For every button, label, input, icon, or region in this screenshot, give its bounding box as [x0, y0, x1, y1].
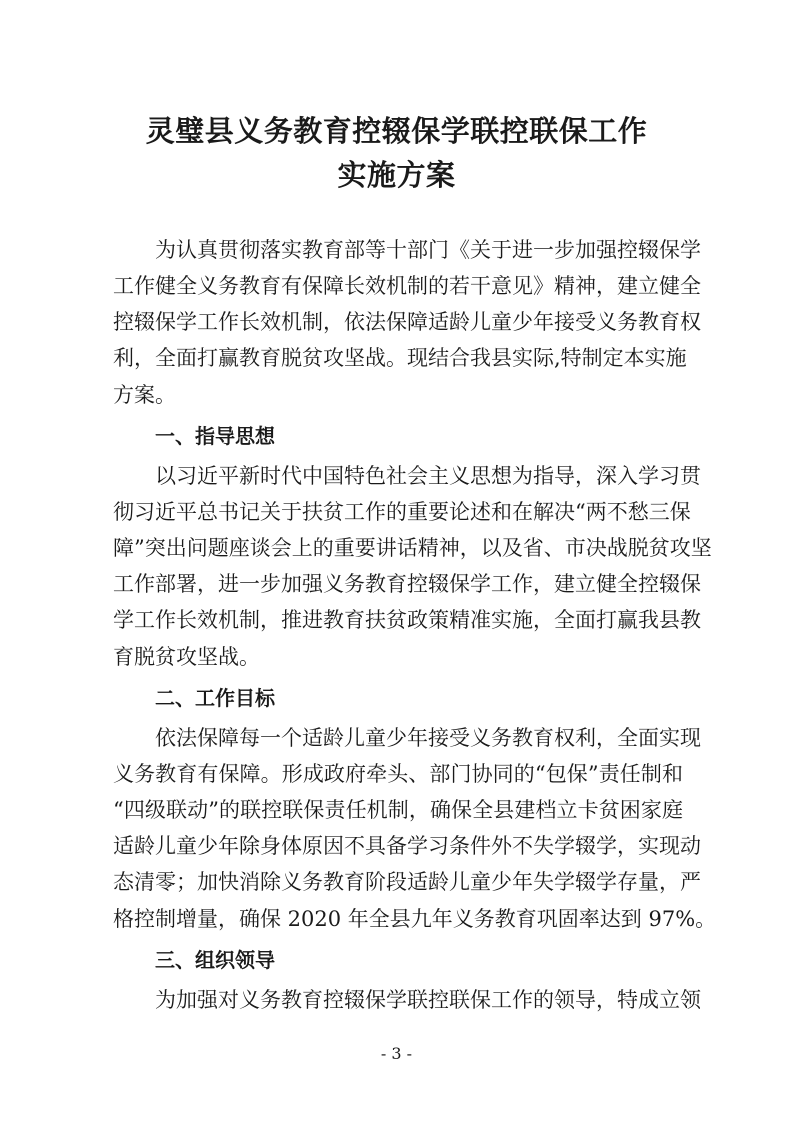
paragraph-line: 义务教育有保障。形成政府牵头、部门协同的“包保”责任制和: [113, 762, 683, 786]
paragraph-line: 工作健全义务教育有保障长效机制的若干意见》精神，建立健全: [113, 274, 701, 298]
paragraph-line: 为认真贯彻落实教育部等十部门《关于进一步加强控辍保学: [155, 238, 701, 262]
document-title-line-1: 灵璧县义务教育控辍保学联控联保工作: [145, 114, 648, 148]
section-heading-guiding-ideology: 一、指导思想: [155, 424, 275, 448]
paragraph-line: 态清零；加快消除义务教育阶段适龄儿童少年失学辍学存量，严: [113, 870, 701, 894]
paragraph-line: 依法保障每一个适龄儿童少年接受义务教育权利，全面实现: [155, 726, 701, 750]
paragraph-line: 以习近平新时代中国特色社会主义思想为指导，深入学习贯: [155, 464, 701, 488]
paragraph-line: 工作部署，进一步加强义务教育控辍保学工作，建立健全控辍保: [113, 572, 701, 596]
paragraph-line: 为加强对义务教育控辍保学联控联保工作的领导，特成立领: [155, 988, 701, 1012]
paragraph-line: 格控制增量，确保 2020 年全县九年义务教育巩固率达到 97%。: [113, 907, 717, 931]
document-title-line-2: 实施方案: [337, 158, 456, 192]
paragraph-line: 适龄儿童少年除身体原因不具备学习条件外不失学辍学，实现动: [113, 834, 701, 858]
paragraph-line: 方案。: [113, 383, 176, 407]
section-heading-organization-leadership: 三、组织领导: [155, 948, 275, 972]
paragraph-line: “四级联动”的联控联保责任机制，确保全县建档立卡贫困家庭: [113, 798, 683, 822]
section-heading-work-goals: 二、工作目标: [155, 686, 275, 710]
paragraph-line: 彻习近平总书记关于扶贫工作的重要论述和在解决“两不愁三保: [113, 500, 691, 524]
page-number: - 3 -: [380, 1044, 413, 1063]
paragraph-line: 育脱贫攻坚战。: [113, 645, 260, 669]
paragraph-line: 障”突出问题座谈会上的重要讲话精神，以及省、市决战脱贫攻坚: [113, 536, 712, 560]
paragraph-line: 利，全面打赢教育脱贫攻坚战。现结合我县实际,特制定本实施: [113, 346, 687, 370]
paragraph-line: 控辍保学工作长效机制，依法保障适龄儿童少年接受义务教育权: [113, 310, 701, 334]
paragraph-line: 学工作长效机制，推进教育扶贫政策精准实施，全面打赢我县教: [113, 608, 701, 632]
